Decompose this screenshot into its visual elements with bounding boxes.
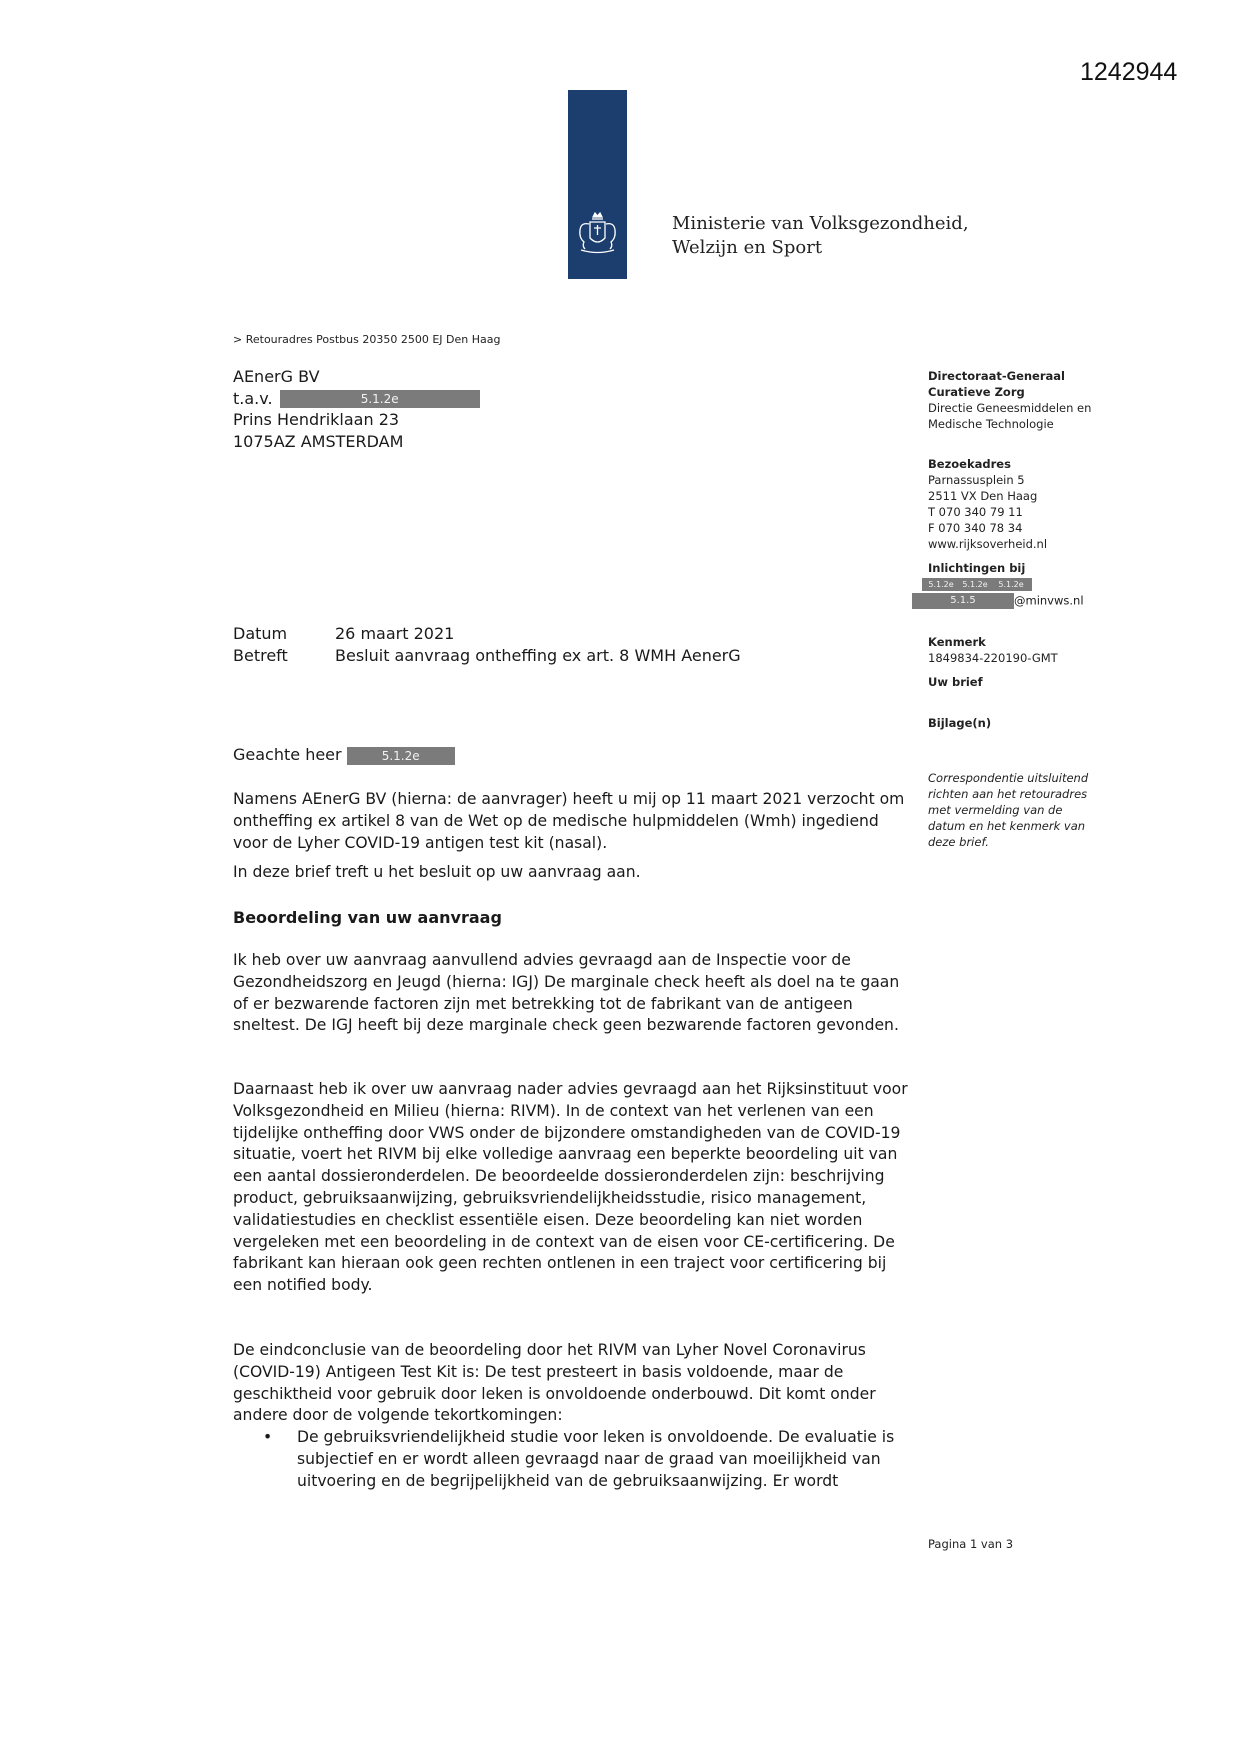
recipient-company: AEnerG BV (233, 367, 320, 386)
ministry-line-1: Ministerie van Volksgezondheid, (672, 213, 969, 234)
your-letter-label: Uw brief (928, 675, 983, 689)
recipient-street: Prins Hendriklaan 23 (233, 410, 400, 429)
attachments-label: Bijlage(n) (928, 716, 992, 730)
visit-address-label: Bezoekadres (928, 457, 1011, 471)
correspondence-note (928, 770, 1088, 850)
redaction-block: 5.1.2e (347, 747, 455, 765)
intro-paragraph (233, 789, 913, 884)
shortcomings-list (233, 1427, 913, 1492)
sidebar-visit-address (928, 456, 1047, 552)
paragraph-igj (233, 950, 913, 1037)
contact-label: Inlichtingen bij (928, 561, 1026, 575)
directorate-line-1: Directoraat-Generaal (928, 369, 1065, 383)
intro-text: Namens AEnerG BV (hierna: de aanvrager) heeft u mij op 11 maart 2021 verzocht om ontheffing ex artikel 8 van de Wet op de medische hulpmiddelen (Wmh) ingediend voor de Lyher COVID-19 antigen test kit (nasal). (233, 790, 905, 852)
visit-website: www.rijksoverheid.nl (928, 537, 1048, 551)
redaction-block: 5.1.2e (960, 578, 990, 591)
contact-name-redactions (922, 578, 1032, 591)
section-heading: Beoordeling van uw aanvraag (233, 908, 502, 927)
salutation-text: Geachte heer (233, 745, 342, 764)
return-address: > Retouradres Postbus 20350 2500 EJ Den Haag (233, 333, 501, 346)
paragraph-text: Ik heb over uw aanvraag aanvullend advies gevraagd aan de Inspectie voor de Gezondheidszorg en Jeugd (hierna: IGJ) De marginale check heeft als doel na te gaan of er bezwarende factoren zijn met betrekking tot de fabrikant van de antigeen sneltest. De IGJ heeft bij deze marginale check geen bezwarende factoren gevonden. (233, 951, 900, 1035)
department-line-1: Directie Geneesmiddelen en (928, 401, 1092, 415)
note-line: met vermelding van de (928, 803, 1063, 817)
visit-city: 2511 VX Den Haag (928, 489, 1038, 503)
paragraph-text: De eindconclusie van de beoordeling door het RIVM van Lyher Novel Coronavirus (COVID-19) Antigeen Test Kit is: De test presteert in basis voldoende, maar de geschiktheid voor gebruik door leken is onvoldoende onderbouwd. Dit komt onder andere door de volgende tekortkomingen: (233, 1341, 876, 1425)
recipient-address (233, 366, 480, 452)
intro-text-2: In deze brief treft u het besluit op uw aanvraag aan. (233, 863, 641, 882)
note-line: deze brief. (928, 835, 989, 849)
subject-label: Betreft (233, 646, 288, 665)
list-item: • De gebruiksvriendelijkheid studie voor leken is onvoldoende. De evaluatie is subjectief en er wordt alleen gevraagd naar de graad van moeilijkheid van uitvoering en de begrijpelijkheid van de gebruiksaanwijzing. Er wordt (233, 1427, 913, 1492)
redaction-block: 5.1.2e (280, 390, 480, 408)
page-number: Pagina 1 van 3 (928, 1537, 1014, 1551)
reference-value: 1849834-220190-GMT (928, 651, 1058, 665)
sidebar-reference (928, 634, 1058, 666)
contact-email (912, 593, 1084, 609)
note-line: richten aan het retouradres (928, 787, 1088, 801)
attention-label: t.a.v. (233, 388, 273, 408)
document-number: 1242944 (1080, 58, 1178, 86)
coat-of-arms-icon (575, 208, 620, 258)
paragraph-text: Daarnaast heb ik over uw aanvraag nader advies gevraagd aan het Rijksinstituut voor Volksgezondheid en Milieu (hierna: RIVM). In de context van het verlenen van een tijdelijke ontheffing door VWS onder de bijzondere omstandigheden van de COVID-19 situatie, voert het RIVM bij elke volledige aanvraag een beperkte beoordeling uit van een aantal dossieronderdelen. De beoordeelde dossieronderdelen zijn: beschrijving product, gebruiksaanwijzing, gebruiksvriendelijkheidsstudie, risico management, validatiestudies en checklist essentiële eisen. Deze beoordeling kan niet worden vergeleken met een beoordeling in de context van de eisen voor CE-certificering. De fabrikant kan hieraan ook geen rechten ontlenen in een traject voor certificering bij een notified body. (233, 1080, 908, 1295)
reference-label: Kenmerk (928, 635, 986, 649)
salutation (233, 745, 455, 765)
visit-phone: T 070 340 79 11 (928, 505, 1023, 519)
note-line: Correspondentie uitsluitend (928, 771, 1089, 785)
note-line: datum en het kenmerk van (928, 819, 1086, 833)
ministry-name (672, 212, 969, 260)
recipient-city: 1075AZ AMSTERDAM (233, 431, 404, 451)
date-label: Datum (233, 624, 288, 643)
redaction-block: 5.1.5 (912, 593, 1014, 609)
visit-fax: F 070 340 78 34 (928, 521, 1023, 535)
paragraph-rivm (233, 1079, 913, 1297)
logo-bar (568, 90, 627, 279)
visit-street: Parnassusplein 5 (928, 473, 1025, 487)
email-domain: @minvws.nl (1014, 593, 1084, 608)
ministry-line-2: Welzijn en Sport (672, 237, 823, 258)
directorate-line-2: Curatieve Zorg (928, 385, 1025, 399)
redaction-block: 5.1.2e (922, 578, 960, 591)
subject-value: Besluit aanvraag ontheffing ex art. 8 WMH AenerG (335, 646, 741, 665)
recipient-attention (233, 388, 480, 410)
date-value: 26 maart 2021 (335, 624, 455, 643)
sidebar-contact (928, 560, 1025, 576)
paragraph-conclusion (233, 1340, 913, 1493)
department-line-2: Medische Technologie (928, 417, 1054, 431)
redaction-block: 5.1.2e (990, 578, 1032, 591)
sidebar-directorate (928, 368, 1091, 432)
